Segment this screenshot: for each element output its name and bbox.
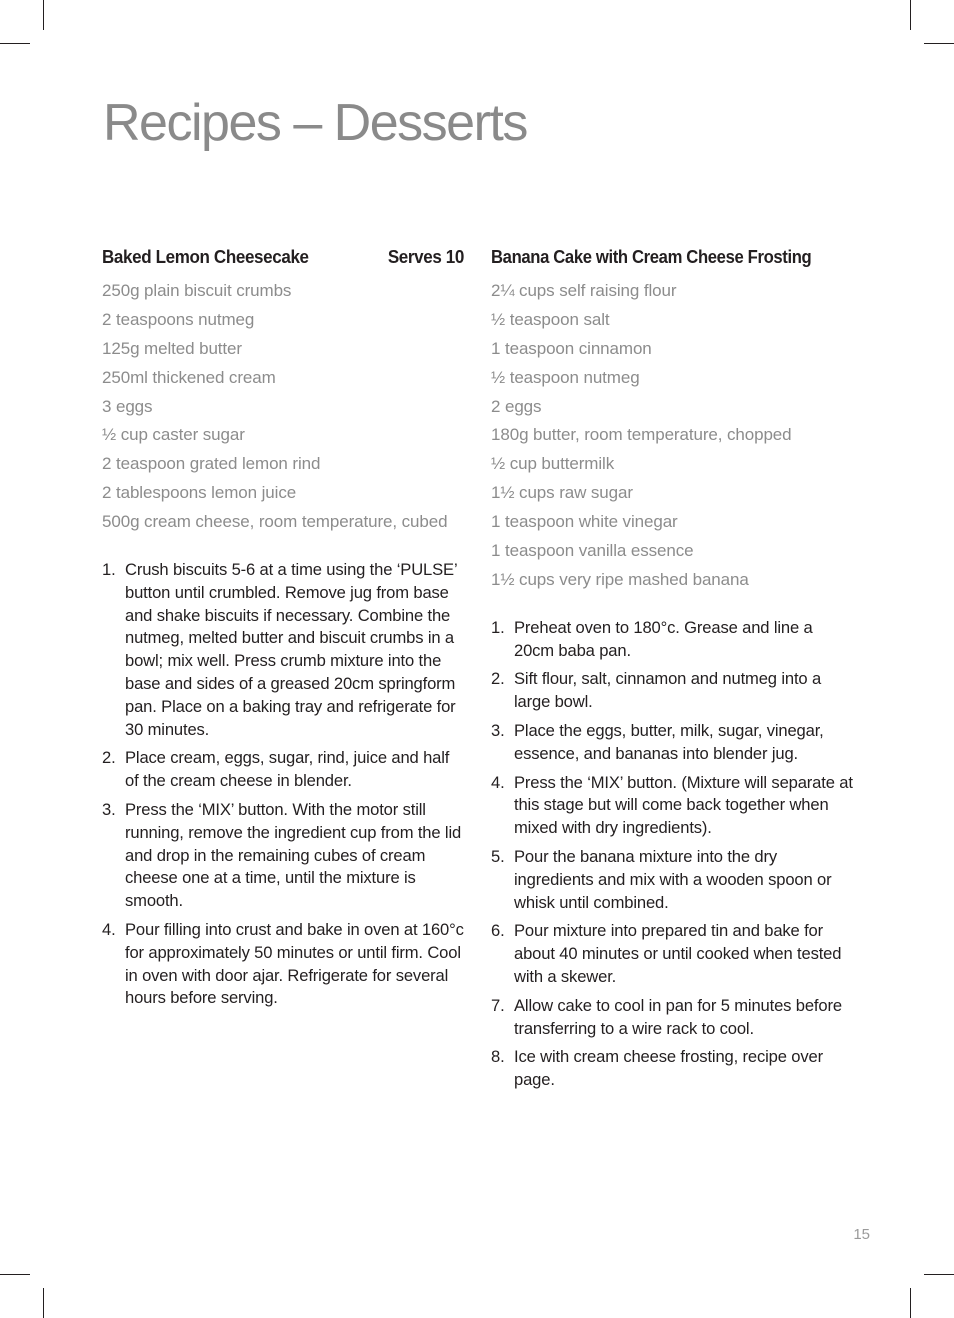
recipe-title: Baked Lemon Cheesecake xyxy=(102,246,309,267)
step-text: Pour mixture into prepared tin and bake for about 40 minutes or until cooked when tested with a skewer. xyxy=(514,921,842,986)
ingredient-item: 1 teaspoon white vinegar xyxy=(491,512,678,532)
ingredient-item: 1½ cups raw sugar xyxy=(491,483,633,503)
ingredient-item: 1½ cups very ripe mashed banana xyxy=(491,569,749,589)
step-number: 1. xyxy=(491,617,505,637)
ingredient-item: ½ teaspoon salt xyxy=(491,309,610,329)
step-number: 2. xyxy=(102,748,116,768)
recipe-banana-cake xyxy=(491,244,857,1098)
ingredient-item: 3 eggs xyxy=(102,396,153,416)
method-step xyxy=(491,772,857,840)
crop-mark-top-right-vertical xyxy=(910,0,911,30)
recipe-baked-lemon-cheesecake xyxy=(102,244,464,1016)
method-step xyxy=(491,720,857,766)
step-text: Pour filling into crust and bake in oven at 160°c for approximately 50 minutes or until firm. Cool in oven with door ajar. Refrigerate for several hours before serving. xyxy=(125,919,464,1008)
method-steps xyxy=(491,617,857,1092)
step-number: 1. xyxy=(102,560,116,580)
ingredient-item: 250g plain biscuit crumbs xyxy=(102,281,292,300)
ingredient-item: ½ cup caster sugar xyxy=(102,425,245,445)
method-steps xyxy=(102,559,464,1010)
step-text: Allow cake to cool in pan for 5 minutes before transferring to a wire rack to cool. xyxy=(514,995,842,1038)
step-text: Sift flour, salt, cinnamon and nutmeg into a large bowl. xyxy=(514,669,822,712)
step-text: Place cream, eggs, sugar, rind, juice and half of the cream cheese in blender. xyxy=(125,748,450,791)
ingredient-item: 250ml thickened cream xyxy=(102,367,276,387)
ingredient-item: 2¼ cups self raising flour xyxy=(491,281,677,300)
step-text: Crush biscuits 5-6 at a time using the ‘PULSE’ button until crumbled. Remove jug from base and shake biscuits if necessary. Combine the nutmeg, melted butter and biscuit crumbs in a bowl; mix well. Press crumb mixture into the base and sides of a greased 20cm springform pan. Place on a baking tray and refrigerate for 30 minutes. xyxy=(125,560,457,739)
ingredient-item: 1 teaspoon vanilla essence xyxy=(491,541,694,561)
ingredient-list xyxy=(102,277,464,537)
ingredient-item: 125g melted butter xyxy=(102,338,242,358)
method-step xyxy=(491,920,857,988)
ingredient-item: ½ cup buttermilk xyxy=(491,454,615,474)
step-number: 8. xyxy=(491,1047,505,1067)
recipe-title: Banana Cake with Cream Cheese Frosting xyxy=(491,246,812,267)
method-step xyxy=(102,919,464,1010)
page-number: 15 xyxy=(853,1226,870,1243)
step-text: Place the eggs, butter, milk, sugar, vinegar, essence, and bananas into blender jug. xyxy=(514,720,824,763)
method-step xyxy=(491,995,857,1041)
ingredient-item: 1 teaspoon cinnamon xyxy=(491,338,652,358)
step-text: Ice with cream cheese frosting, recipe over page. xyxy=(514,1047,823,1090)
recipe-serves: Serves 10 xyxy=(387,246,465,267)
crop-mark-top-left-horizontal xyxy=(0,43,30,44)
ingredient-item: 2 teaspoons nutmeg xyxy=(102,309,255,329)
crop-mark-top-right-horizontal xyxy=(924,43,954,44)
page-title: Recipes – Desserts xyxy=(103,94,527,152)
method-step xyxy=(491,1046,857,1092)
recipe-header xyxy=(491,244,857,270)
step-text: Press the ‘MIX’ button. With the motor still running, remove the ingredient cup from the lid and drop in the remaining cubes of cream cheese one at a time, until the mixture is smooth. xyxy=(125,799,462,911)
crop-mark-top-left-vertical xyxy=(43,0,44,30)
step-number: 4. xyxy=(491,772,505,792)
step-text: Press the ‘MIX’ button. (Mixture will separate at this stage but will come back together when mixed with dry ingredients). xyxy=(514,772,853,838)
method-step xyxy=(491,617,857,663)
step-text: Pour the banana mixture into the dry ingredients and mix with a wooden spoon or whisk until combined. xyxy=(514,846,832,912)
step-number: 6. xyxy=(491,921,505,941)
method-step xyxy=(491,668,857,714)
step-number: 3. xyxy=(102,799,116,819)
ingredient-item: 2 eggs xyxy=(491,396,542,416)
step-number: 5. xyxy=(491,846,505,866)
step-number: 4. xyxy=(102,919,116,939)
step-number: 3. xyxy=(491,720,505,740)
crop-mark-bottom-left-vertical xyxy=(43,1288,44,1318)
ingredient-list xyxy=(491,277,857,595)
crop-mark-bottom-right-horizontal xyxy=(924,1274,954,1275)
recipe-header xyxy=(102,244,464,270)
crop-mark-bottom-left-horizontal xyxy=(0,1274,30,1275)
ingredient-item: 500g cream cheese, room temperature, cubed xyxy=(102,512,448,532)
step-text: Preheat oven to 180°c. Grease and line a 20cm baba pan. xyxy=(514,617,813,660)
method-step xyxy=(102,747,464,793)
step-number: 7. xyxy=(491,995,505,1015)
method-step xyxy=(102,799,464,913)
ingredient-item: 180g butter, room temperature, chopped xyxy=(491,425,792,445)
ingredient-item: 2 tablespoons lemon juice xyxy=(102,483,297,503)
step-number: 2. xyxy=(491,669,505,689)
ingredient-item: ½ teaspoon nutmeg xyxy=(491,367,640,387)
method-step xyxy=(491,846,857,914)
ingredient-item: 2 teaspoon grated lemon rind xyxy=(102,454,321,474)
method-step xyxy=(102,559,464,741)
crop-mark-bottom-right-vertical xyxy=(910,1288,911,1318)
